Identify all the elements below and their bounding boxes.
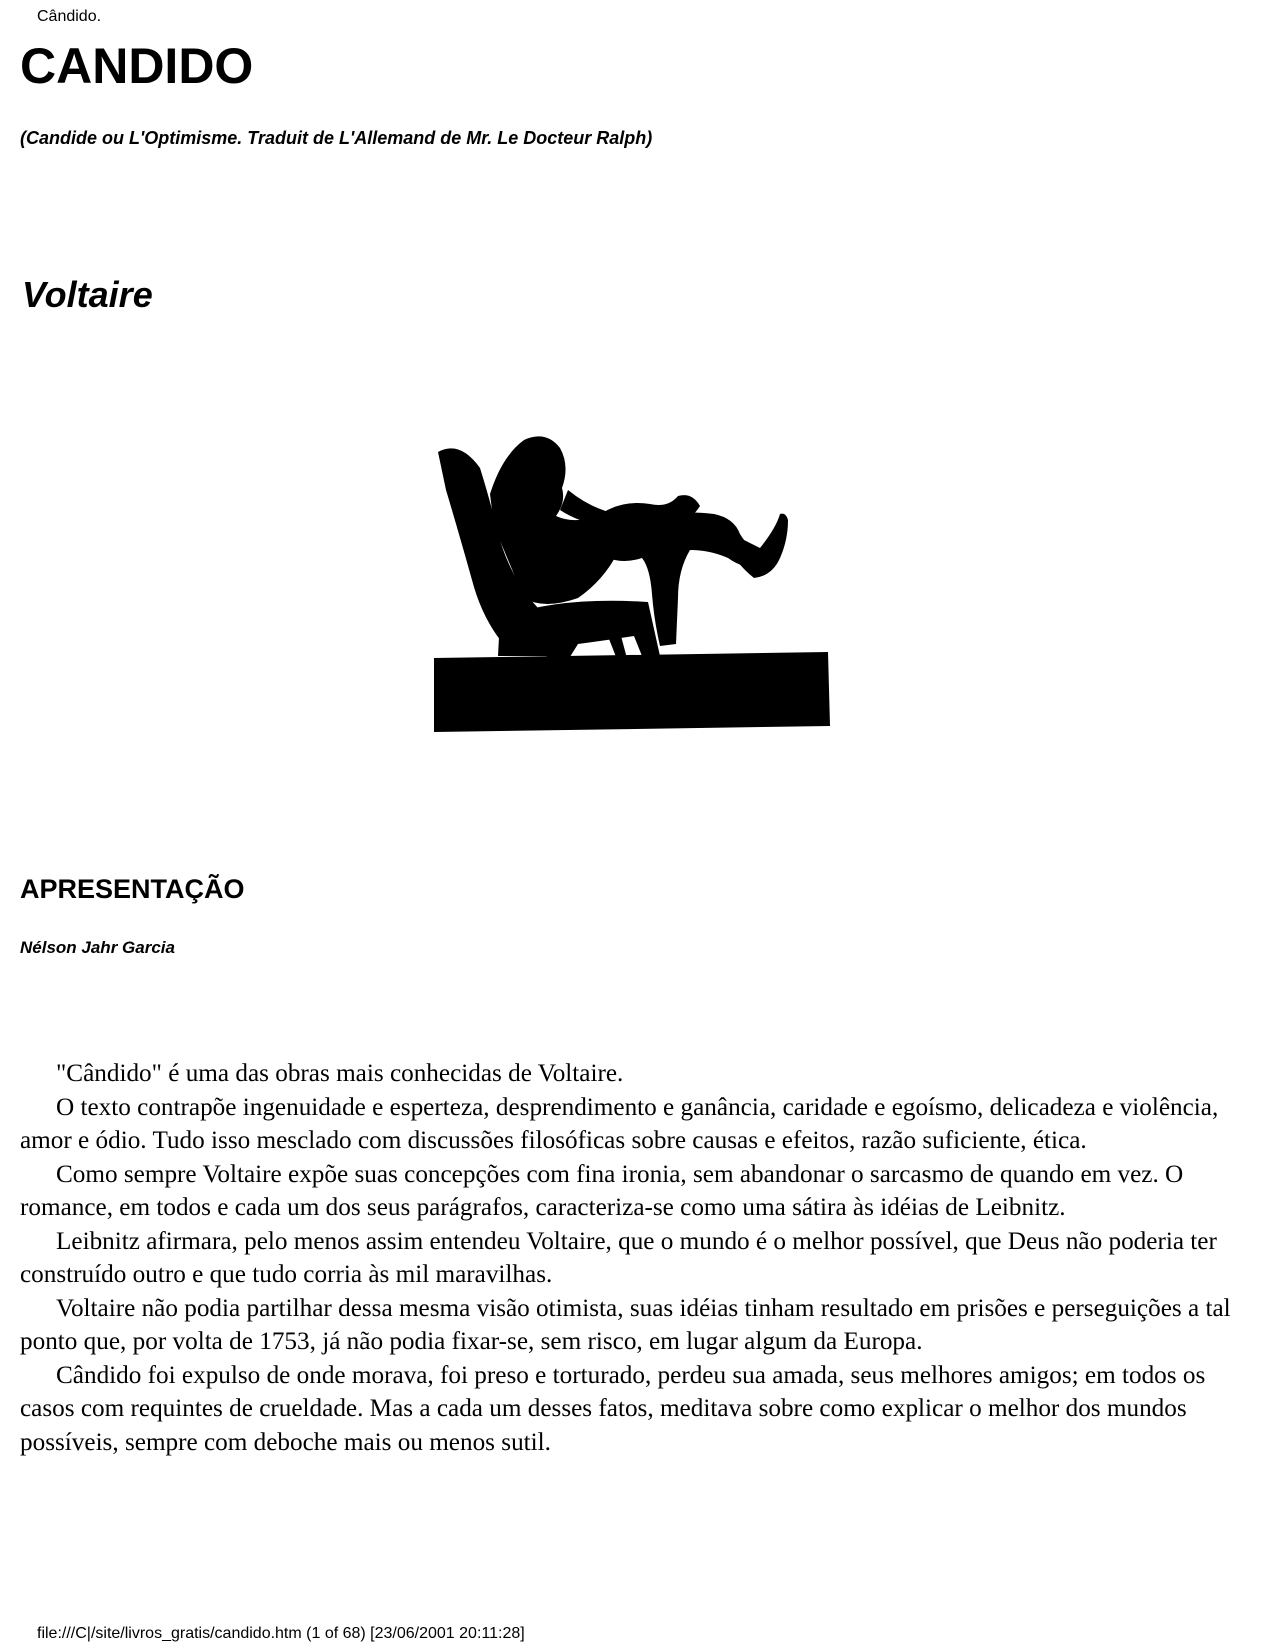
- paragraph: Leibnitz afirmara, pelo menos assim entendeu Voltaire, que o mundo é o melhor possível, que Deus não poderia ter construído outro e que tudo corria às mil maravilhas.: [20, 1227, 1217, 1288]
- book-author: Voltaire: [22, 274, 153, 315]
- paragraph: Cândido foi expulso de onde morava, foi preso e torturado, perdeu sua amada, seus melhores amigos; em todos os casos com requintes de crueldade. Mas a cada um desses fatos, meditava sobre como explicar o melhor dos mundos possíveis, sempre com deboche mais ou menos sutil.: [20, 1361, 1206, 1456]
- paragraph: "Cândido" é uma das obras mais conhecidas de Voltaire.: [56, 1060, 624, 1087]
- paragraph: O texto contrapõe ingenuidade e esperteza, desprendimento e ganância, caridade e egoísmo, delicadeza e violência, amor e ódio. Tudo isso mesclado com discussões filosóficas sobre causas e efeitos, razão suficiente, ética.: [20, 1093, 1219, 1154]
- silhouette-illustration: [428, 430, 848, 740]
- book-subtitle: (Candide ou L'Optimisme. Traduit de L'Allemand de Mr. Le Docteur Ralph): [20, 128, 653, 148]
- page-footer: file:///C|/site/livros_gratis/candido.htm (1 of 68) [23/06/2001 20:11:28]: [37, 1625, 525, 1642]
- paragraph: Voltaire não podia partilhar dessa mesma visão otimista, suas idéias tinham resultado em prisões e perseguições a tal ponto que, por volta de 1753, já não podia fixar-se, sem risco, em lugar algum da Europa.: [20, 1294, 1231, 1355]
- browser-page-title: Cândido.: [37, 8, 102, 25]
- body-text: [20, 1057, 1255, 1459]
- paragraph: Como sempre Voltaire expõe suas concepções com fina ironia, sem abandonar o sarcasmo de quando em vez. O romance, em todos e cada um dos seus parágrafos, caracteriza-se como uma sátira às idéias de Leibnitz.: [20, 1160, 1184, 1221]
- silhouette-man-reclining-in-armchair-icon: [428, 430, 848, 740]
- section-title: APRESENTAÇÃO: [20, 874, 245, 904]
- section-author: Nélson Jahr Garcia: [20, 938, 175, 957]
- book-title: CANDIDO: [20, 38, 254, 94]
